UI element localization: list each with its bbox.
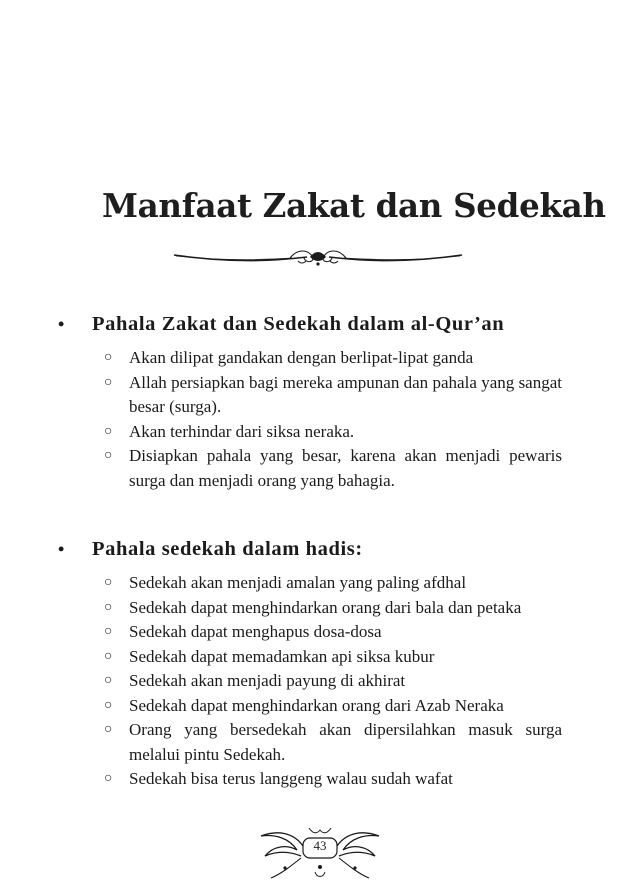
list-item: ○ Akan terhindar dari siksa neraka. (104, 420, 562, 445)
hadis-benefits-list (104, 571, 562, 792)
circle-bullet-icon: ○ (104, 648, 113, 664)
title-ornament-divider (172, 244, 464, 270)
section-heading-quran (58, 313, 504, 336)
circle-bullet-icon: ○ (104, 673, 113, 688)
circle-bullet-icon: ○ (104, 448, 113, 463)
page-number: 43 (313, 838, 327, 853)
circle-bullet-icon: ○ (104, 575, 113, 590)
list-item: ○ Sedekah akan menjadi amalan yang paling afdhal (104, 571, 562, 596)
circle-bullet-icon: ○ (104, 374, 113, 390)
page-title: Manfaat Zakat dan Sedekah (102, 186, 606, 225)
list-item: ○ Allah persiapkan bagi mereka ampunan dan pahala yang sangat besar (surga). (104, 372, 562, 416)
bullet-icon: • (58, 539, 65, 559)
circle-bullet-icon: ○ (104, 722, 113, 737)
list-item: ○ Sedekah akan menjadi payung di akhirat (104, 669, 562, 694)
section-heading-hadis (58, 538, 363, 561)
page-number-badge (255, 822, 385, 884)
list-item: ○ Orang yang bersedekah akan dipersilahkan masuk surga melalui pintu Sedekah. (104, 720, 562, 764)
list-item: ○ Akan dilipat gandakan dengan berlipat-lipat ganda (104, 346, 562, 371)
list-item: ○ Disiapkan pahala yang besar, karena akan menjadi pewaris surga dan menjadi orang yang bahagia. (104, 446, 562, 490)
list-item: ○ Sedekah dapat menghapus dosa-dosa (104, 620, 562, 645)
section-heading-text: Pahala sedekah dalam hadis: (92, 538, 363, 560)
list-item: ○ Sedekah dapat menghindarkan orang dari Azab Neraka (104, 694, 562, 719)
circle-bullet-icon: ○ (104, 423, 113, 439)
circle-bullet-icon: ○ (104, 771, 113, 786)
circle-bullet-icon: ○ (104, 350, 113, 365)
section-heading-text: Pahala Zakat dan Sedekah dalam al-Qur’an (92, 313, 505, 335)
list-item: ○ Sedekah dapat memadamkan api siksa kubur (104, 645, 562, 670)
list-item: ○ Sedekah bisa terus langgeng walau sudah wafat (104, 767, 562, 792)
circle-bullet-icon: ○ (104, 697, 113, 713)
quran-benefits-list (104, 346, 562, 493)
list-item: ○ Sedekah dapat menghindarkan orang dari bala dan petaka (104, 596, 562, 621)
circle-bullet-icon: ○ (104, 624, 113, 639)
circle-bullet-icon: ○ (104, 599, 113, 615)
bullet-icon: • (58, 314, 65, 334)
